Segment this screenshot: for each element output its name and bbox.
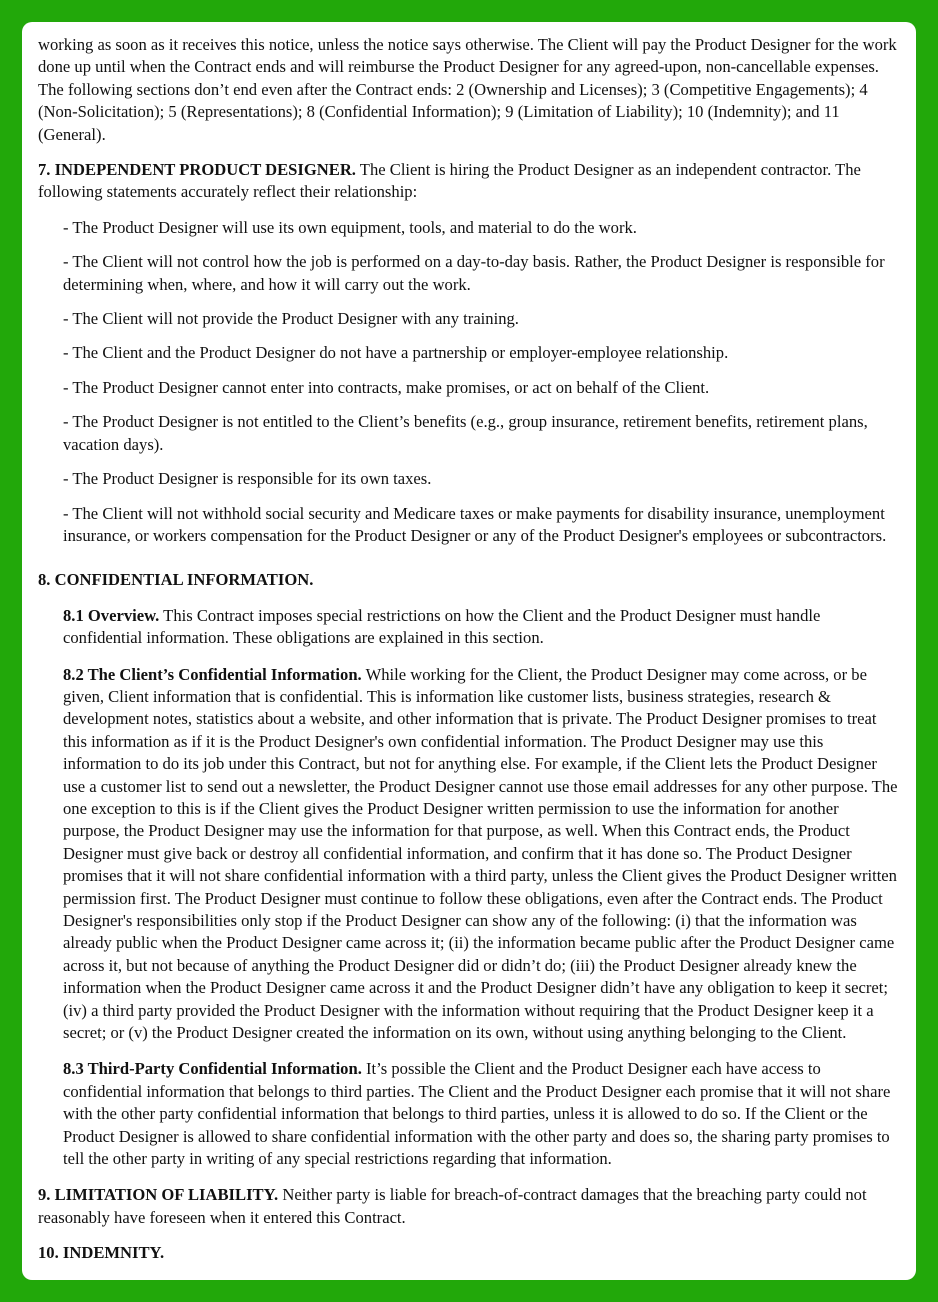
list-item: - The Client and the Product Designer do not have a partnership or employer-employee relationship. bbox=[63, 343, 729, 363]
subsection-8-1-label: 8.1 Overview. bbox=[63, 605, 160, 625]
section-10-heading-text: 10. INDEMNITY. bbox=[38, 1243, 165, 1263]
subsection-8-1-text: This Contract imposes special restrictions on how the Client and the Product Designer must handle confidential information. These obligations are explained in this section. bbox=[63, 605, 821, 648]
section-7-heading: 7. INDEPENDENT PRODUCT DESIGNER. bbox=[38, 160, 356, 180]
section-7-item-list bbox=[63, 217, 898, 547]
list-item: - The Product Designer will use its own equipment, tools, and material to do the work. bbox=[63, 217, 637, 237]
subsection-8-2-label: 8.2 The Client’s Confidential Information. bbox=[63, 664, 362, 684]
list-item: - The Client will not provide the Product Designer with any training. bbox=[63, 309, 519, 329]
list-item: - The Client will not withhold social security and Medicare taxes or make payments for disability insurance, unemployment insurance, or workers compensation for the Product Designer or any of the Product Designer's employees or subcontractors. bbox=[63, 503, 887, 545]
section-8-heading: 8. CONFIDENTIAL INFORMATION. bbox=[38, 570, 314, 590]
document-body bbox=[22, 22, 916, 1265]
subsection-8-3-text: It’s possible the Client and the Product Designer each have access to confidential information that belongs to third parties. The Client and the Product Designer each promise that it will not share with the other party confidential information that belongs to third parties, unless it is allowed to do so. If the Client or the Product Designer is allowed to share confidential information with the other party and does so, the sharing party promises to tell the other party in writing of any special restrictions regarding that information. bbox=[63, 1059, 891, 1169]
section-7-paragraph bbox=[38, 159, 898, 204]
subsection-8-2 bbox=[63, 664, 898, 1045]
list-item: - The Product Designer cannot enter into contracts, make promises, or act on behalf of the Client. bbox=[63, 377, 710, 397]
list-item: - The Product Designer is not entitled to the Client’s benefits (e.g., group insurance, retirement benefits, retirement plans, vacation days). bbox=[63, 412, 868, 454]
subsection-8-2-text: While working for the Client, the Product Designer may come across, or be given, Client information that is confidential. This is information like customer lists, business strategies, research & development notes, statistics about a website, and other information that is private. The Product Designer promises to treat this information as if it is the Product Designer's own confidential information. The Product Designer may use this information to do its job under this Contract, but not for anything else. For example, if the Client lets the Product Designer use a customer list to send out a newsletter, the Product Designer cannot use those email addresses for any other purpose. The one exception to this is if the Client gives the Product Designer written permission to use the information for another purpose, the Product Designer may use the information for that purpose, as well. When this Contract ends, the Product Designer must give back or destroy all confidential information, and confirm that it has done so. The Product Designer promises that it will not share confidential information with a third party, unless the Client gives the Product Designer written permission first. The Product Designer must continue to follow these obligations, even after the Contract ends. The Product Designer's responsibilities only stop if the Product Designer can show any of the following: (i) that the information was already public when the Product Designer came across it; (ii) the information became public after the Product Designer came across it, but not because of anything the Product Designer did or didn’t do; (iii) the Product Designer already knew the information when the Product Designer came across it and the Product Designer didn’t have any obligation to keep it secret; (iv) a third party provided the Product Designer with the information without requiring that the Product Designer keep it a secret; or (v) the Product Designer created the information on its own, without using anything belonging to the Client. bbox=[63, 664, 898, 1043]
section-9-text: Neither party is liable for breach-of-contract damages that the breaching party could not reasonably have foreseen when it entered this Contract. bbox=[38, 1185, 867, 1227]
document-page bbox=[22, 22, 916, 1280]
subsection-8-1 bbox=[63, 605, 898, 650]
section-9-heading: 9. LIMITATION OF LIABILITY. bbox=[38, 1185, 279, 1205]
list-item: - The Client will not control how the job is performed on a day-to-day basis. Rather, the Product Designer is responsible for determining when, where, and how it will carry out the work. bbox=[63, 252, 885, 294]
section-7-intro-text: The Client is hiring the Product Designer as an independent contractor. The following statements accurately reflect their relationship: bbox=[38, 160, 861, 202]
section-10-heading bbox=[38, 1242, 898, 1264]
subsection-8-3-label: 8.3 Third-Party Confidential Information. bbox=[63, 1059, 362, 1079]
list-item: - The Product Designer is responsible for its own taxes. bbox=[63, 469, 432, 489]
subsection-8-3 bbox=[63, 1058, 898, 1170]
continued-paragraph: working as soon as it receives this notice, unless the notice says otherwise. The Client will pay the Product Designer for the work done up until when the Contract ends and will reimburse the Product Designer for any agreed-upon, non-cancellable expenses. The following sections don’t end even after the Contract ends: 2 (Ownership and Licenses); 3 (Competitive Engagements); 4 (Non-Solicitation); 5 (Representations); 8 (Confidential Information); 9 (Limitation of Liability); 10 (Indemnity); and 11 (General). bbox=[38, 35, 897, 144]
section-8-subsections bbox=[63, 605, 898, 1171]
section-9-paragraph bbox=[38, 1184, 898, 1229]
